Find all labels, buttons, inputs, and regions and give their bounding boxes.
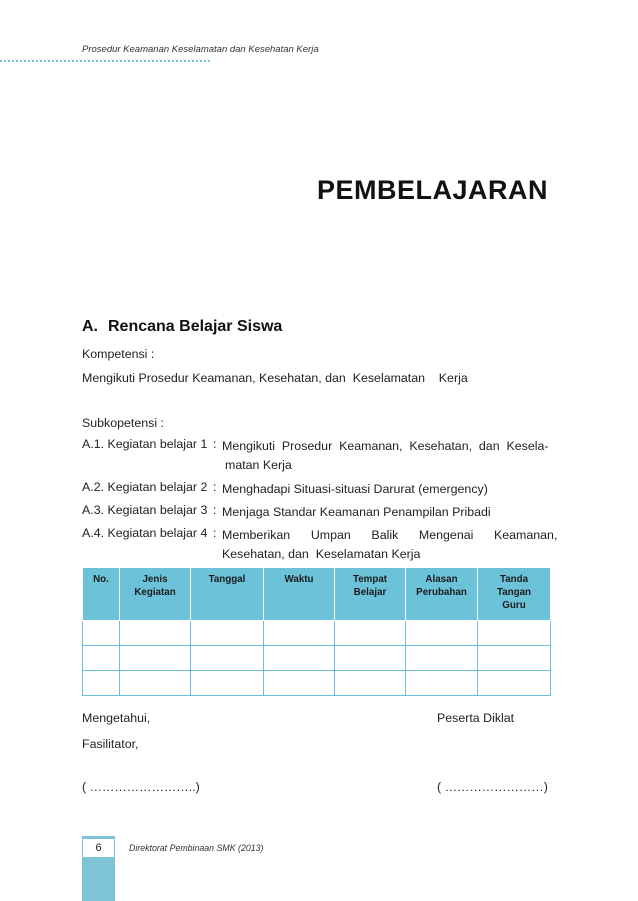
signature-right-peserta: Peserta Diklat xyxy=(437,711,515,725)
table-cell xyxy=(406,671,478,696)
col-header-jenis-kegiatan: Jenis Kegiatan xyxy=(120,568,191,621)
subkompetensi-label: Subkopetensi : xyxy=(82,416,164,430)
signature-right-blank: ( ……………………) xyxy=(437,780,548,794)
activity-item-1 xyxy=(82,437,550,475)
table-cell xyxy=(264,621,335,646)
learning-plan-table xyxy=(82,567,551,696)
col-header-no: No. xyxy=(83,568,120,621)
section-title: Rencana Belajar Siswa xyxy=(108,318,283,335)
activity-colon: : xyxy=(213,503,217,517)
running-header: Prosedur Keamanan Keselamatan dan Kesehatan Kerja xyxy=(82,44,319,55)
table-cell xyxy=(478,621,551,646)
activity-item-3 xyxy=(82,503,550,522)
table-cell xyxy=(406,646,478,671)
activity-text: Memberikan Umpan Balik Mengenai Keamanan, xyxy=(222,528,558,542)
activity-text-continued: Kesehatan, dan Keselamatan Kerja xyxy=(222,547,421,561)
table-cell xyxy=(83,671,120,696)
table-cell xyxy=(83,646,120,671)
activity-item-4 xyxy=(82,526,558,564)
activity-text: Menghadapi Situasi-situasi Darurat (emergency) xyxy=(222,482,488,496)
activity-text: Menjaga Standar Keamanan Penampilan Pribadi xyxy=(222,505,491,519)
table-cell xyxy=(120,646,191,671)
col-header-tanda-tangan-guru: Tanda Tangan Guru xyxy=(478,568,551,621)
activity-label: A.4. Kegiatan belajar 4 xyxy=(82,526,208,540)
table-cell xyxy=(191,671,264,696)
table-cell xyxy=(406,621,478,646)
col-header-tanggal: Tanggal xyxy=(191,568,264,621)
table-cell xyxy=(83,621,120,646)
table-cell xyxy=(335,621,406,646)
table-header-row xyxy=(83,568,551,621)
table-cell xyxy=(120,621,191,646)
table-cell xyxy=(264,671,335,696)
section-number: A. xyxy=(82,318,98,335)
table-cell xyxy=(478,646,551,671)
activity-colon: : xyxy=(213,480,217,494)
activity-text-continued: matan Kerja xyxy=(225,458,292,472)
table-cell xyxy=(264,646,335,671)
activity-label: A.2. Kegiatan belajar 2 xyxy=(82,480,208,494)
table-cell xyxy=(335,646,406,671)
page-number: 6 xyxy=(82,838,115,858)
table-row xyxy=(83,671,551,696)
signature-left-blank: ( ……………………..) xyxy=(82,780,200,794)
kompetensi-label: Kompetensi : xyxy=(82,347,155,361)
table-cell xyxy=(191,621,264,646)
table-row xyxy=(83,646,551,671)
table-cell xyxy=(335,671,406,696)
col-header-alasan-perubahan: Alasan Perubahan xyxy=(406,568,478,621)
signature-left-fasilitator: Fasilitator, xyxy=(82,737,139,751)
activity-label: A.3. Kegiatan belajar 3 xyxy=(82,503,208,517)
table-cell xyxy=(120,671,191,696)
signature-left-mengetahui: Mengetahui, xyxy=(82,711,151,725)
col-header-tempat-belajar: Tempat Belajar xyxy=(335,568,406,621)
activity-colon: : xyxy=(213,526,217,540)
activity-text: Mengikuti Prosedur Keamanan, Kesehatan, dan Kesela- xyxy=(222,439,549,453)
header-dotted-rule xyxy=(0,60,210,62)
footer-text: Direktorat Pembinaan SMK (2013) xyxy=(129,843,264,853)
table-row xyxy=(83,621,551,646)
activity-colon: : xyxy=(213,437,217,451)
activity-label: A.1. Kegiatan belajar 1 xyxy=(82,437,208,451)
section-heading xyxy=(82,318,282,336)
activity-item-2 xyxy=(82,480,550,499)
kompetensi-value: Mengikuti Prosedur Keamanan, Kesehatan, dan Keselamatan Kerja xyxy=(82,371,468,385)
table-cell xyxy=(478,671,551,696)
table-cell xyxy=(191,646,264,671)
chapter-title: PEMBELAJARAN xyxy=(316,175,548,205)
col-header-waktu: Waktu xyxy=(264,568,335,621)
